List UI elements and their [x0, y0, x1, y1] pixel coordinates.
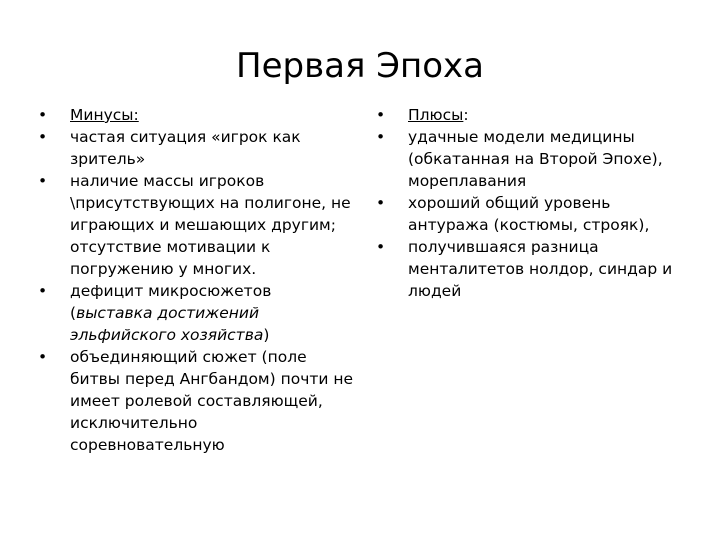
bullet-icon: •	[376, 238, 386, 256]
cons-item-text-before: дефицит микросюжетов (	[70, 282, 272, 322]
pros-heading-item	[376, 104, 688, 126]
pros-heading: Плюсы	[408, 106, 464, 124]
pros-item-text: удачные модели медицины (обкатанная на Второй Эпохе), мореплавания	[408, 128, 663, 190]
slide-title: Первая Эпоха	[236, 46, 484, 86]
pros-item	[376, 236, 688, 302]
cons-item-text: частая ситуация «игрок как зритель»	[70, 128, 301, 168]
bullet-icon: •	[38, 106, 48, 124]
pros-item	[376, 192, 688, 236]
bullet-icon: •	[376, 106, 386, 124]
pros-list	[376, 104, 688, 302]
cons-item-prefix: наличие массы игроков	[70, 172, 265, 190]
cons-item-text-after: )	[263, 326, 270, 344]
cons-heading-item	[38, 104, 356, 126]
cons-item-text: \присутствующих на полигоне, не играющих и мешающих другим; отсутствие мотивации к погружению у многих.	[70, 194, 351, 278]
bullet-icon: •	[376, 194, 386, 212]
cons-item	[38, 280, 356, 346]
cons-item-italic: выставка достижений эльфийского хозяйства	[70, 304, 264, 344]
bullet-icon: •	[38, 282, 48, 300]
cons-item	[38, 126, 356, 170]
cons-heading: Минусы:	[70, 106, 139, 124]
pros-heading-suffix: :	[463, 106, 469, 124]
cons-item	[38, 170, 356, 280]
cons-column	[38, 104, 356, 456]
pros-item-text: хороший общий уровень антуража (костюмы, строяк),	[408, 194, 650, 234]
bullet-icon: •	[38, 128, 48, 146]
cons-list	[38, 104, 356, 456]
pros-item-text: получившаяся разница менталитетов нолдор, синдар и людей	[408, 238, 673, 300]
bullet-icon: •	[38, 172, 48, 190]
bullet-icon: •	[376, 128, 386, 146]
bullet-icon: •	[38, 348, 48, 366]
cons-item-text: объединяющий сюжет (поле битвы перед Ангбандом) почти не имеет ролевой составляющей, исключительно соревновательную	[70, 348, 354, 454]
pros-column	[376, 104, 688, 302]
cons-item	[38, 346, 356, 456]
pros-item	[376, 126, 688, 192]
